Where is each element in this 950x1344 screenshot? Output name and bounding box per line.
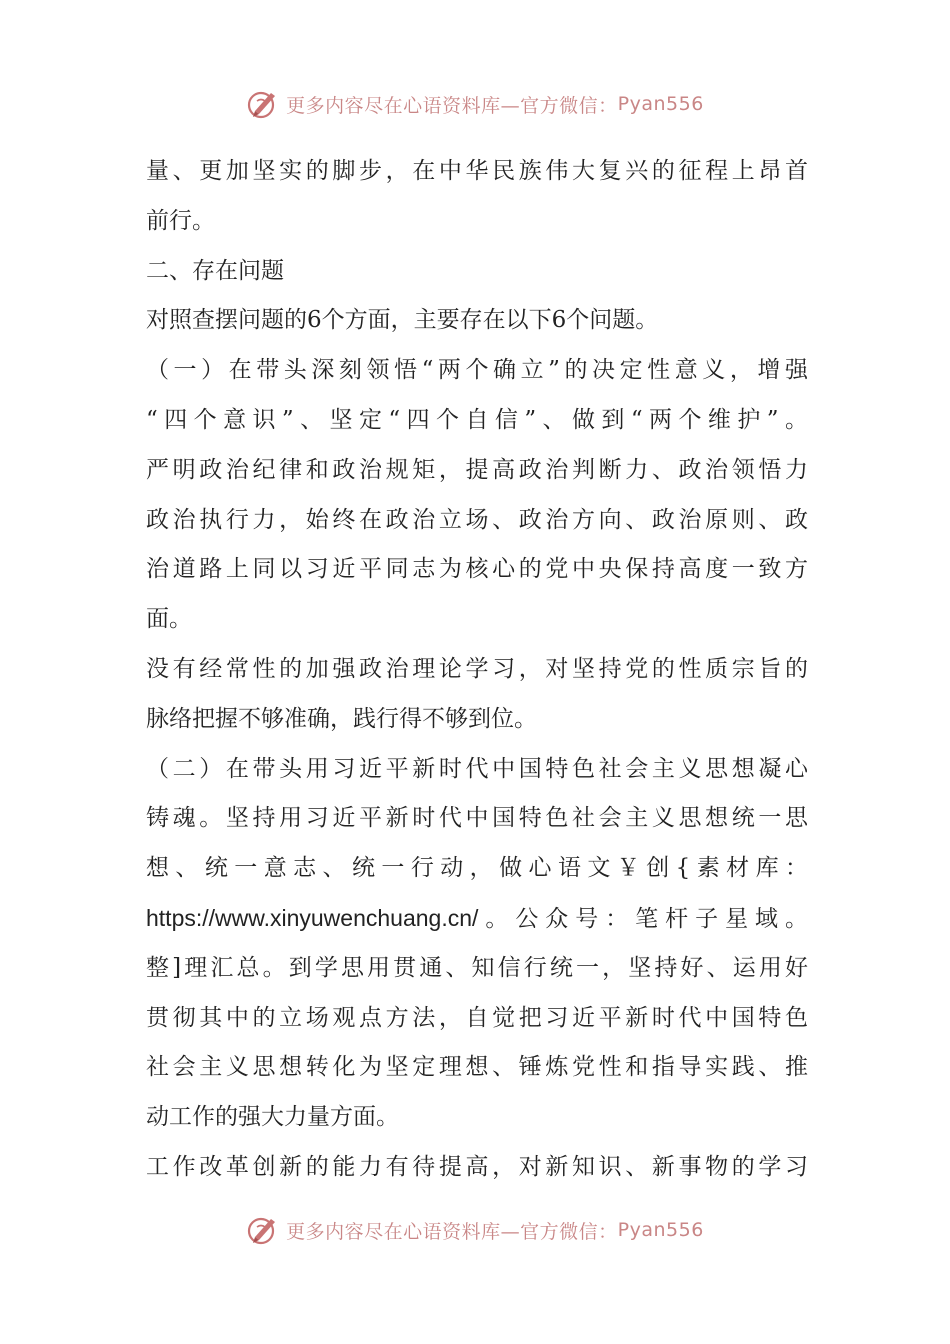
- text-line: 贯彻其中的立场观点方法，自觉把习近平新时代中国特色: [146, 1004, 808, 1031]
- text-line: 量、更加坚实的脚步，在中华民族伟大复兴的征程上昂首: [146, 158, 808, 184]
- text-line: 没有经常性的加强政治理论学习，对坚持党的性质宗旨的: [146, 655, 808, 682]
- text-line: （一）在带头深刻领悟“两个确立”的决定性意义，增强: [146, 357, 808, 384]
- text-line: 严明政治纪律和政治规矩，提高政治判断力、政治领悟力: [146, 456, 808, 483]
- text-line: 面。: [146, 606, 192, 633]
- text-line: 治道路上同以习近平同志为核心的党中央保持高度一致方: [146, 556, 808, 583]
- text-line: 动工作的强大力量方面。: [146, 1104, 399, 1131]
- header-banner: [0, 84, 950, 124]
- text-line: 工作改革创新的能力有待提高，对新知识、新事物的学习: [146, 1153, 808, 1180]
- footer-banner: [0, 1210, 950, 1250]
- text-line: “四个意识”、坚定“四个自信”、做到“两个维护”。: [146, 406, 808, 433]
- header-text: 更多内容尽在心语资料库—官方微信：: [286, 94, 618, 117]
- text-line: 想、统一意志、统一行动，做心语文￥创{素材库：: [146, 855, 808, 882]
- text-line: 整]理汇总。到学思用贯通、知信行统一，坚持好、运用好: [146, 954, 808, 981]
- text-line: （二）在带头用习近平新时代中国特色社会主义思想凝心: [146, 755, 808, 782]
- text-line: 脉络把握不够准确，践行得不够到位。: [146, 705, 537, 732]
- pen-logo-icon: [246, 87, 280, 121]
- text-line: 铸魂。坚持用习近平新时代中国特色社会主义思想统一思: [146, 805, 808, 832]
- footer-text: 更多内容尽在心语资料库—官方微信：: [286, 1220, 618, 1243]
- text-line: 政治执行力，始终在政治立场、政治方向、政治原则、政: [146, 506, 808, 533]
- text-line: 对照查摆问题的6个方面，主要存在以下6个问题。: [146, 307, 659, 334]
- text-line-url: https://www.xinyuwenchuang.cn/。公众号：笔杆子星域。: [146, 904, 808, 931]
- text-line: 前行。: [146, 207, 215, 234]
- document-body: [146, 147, 808, 1193]
- section-heading: 二、存在问题: [146, 257, 284, 284]
- pen-logo-icon: [246, 1213, 280, 1247]
- header-wechat-id: Pyan556: [617, 93, 704, 115]
- text-line: 社会主义思想转化为坚定理想、锤炼党性和指导实践、推: [146, 1054, 808, 1081]
- footer-wechat-id: Pyan556: [617, 1219, 704, 1241]
